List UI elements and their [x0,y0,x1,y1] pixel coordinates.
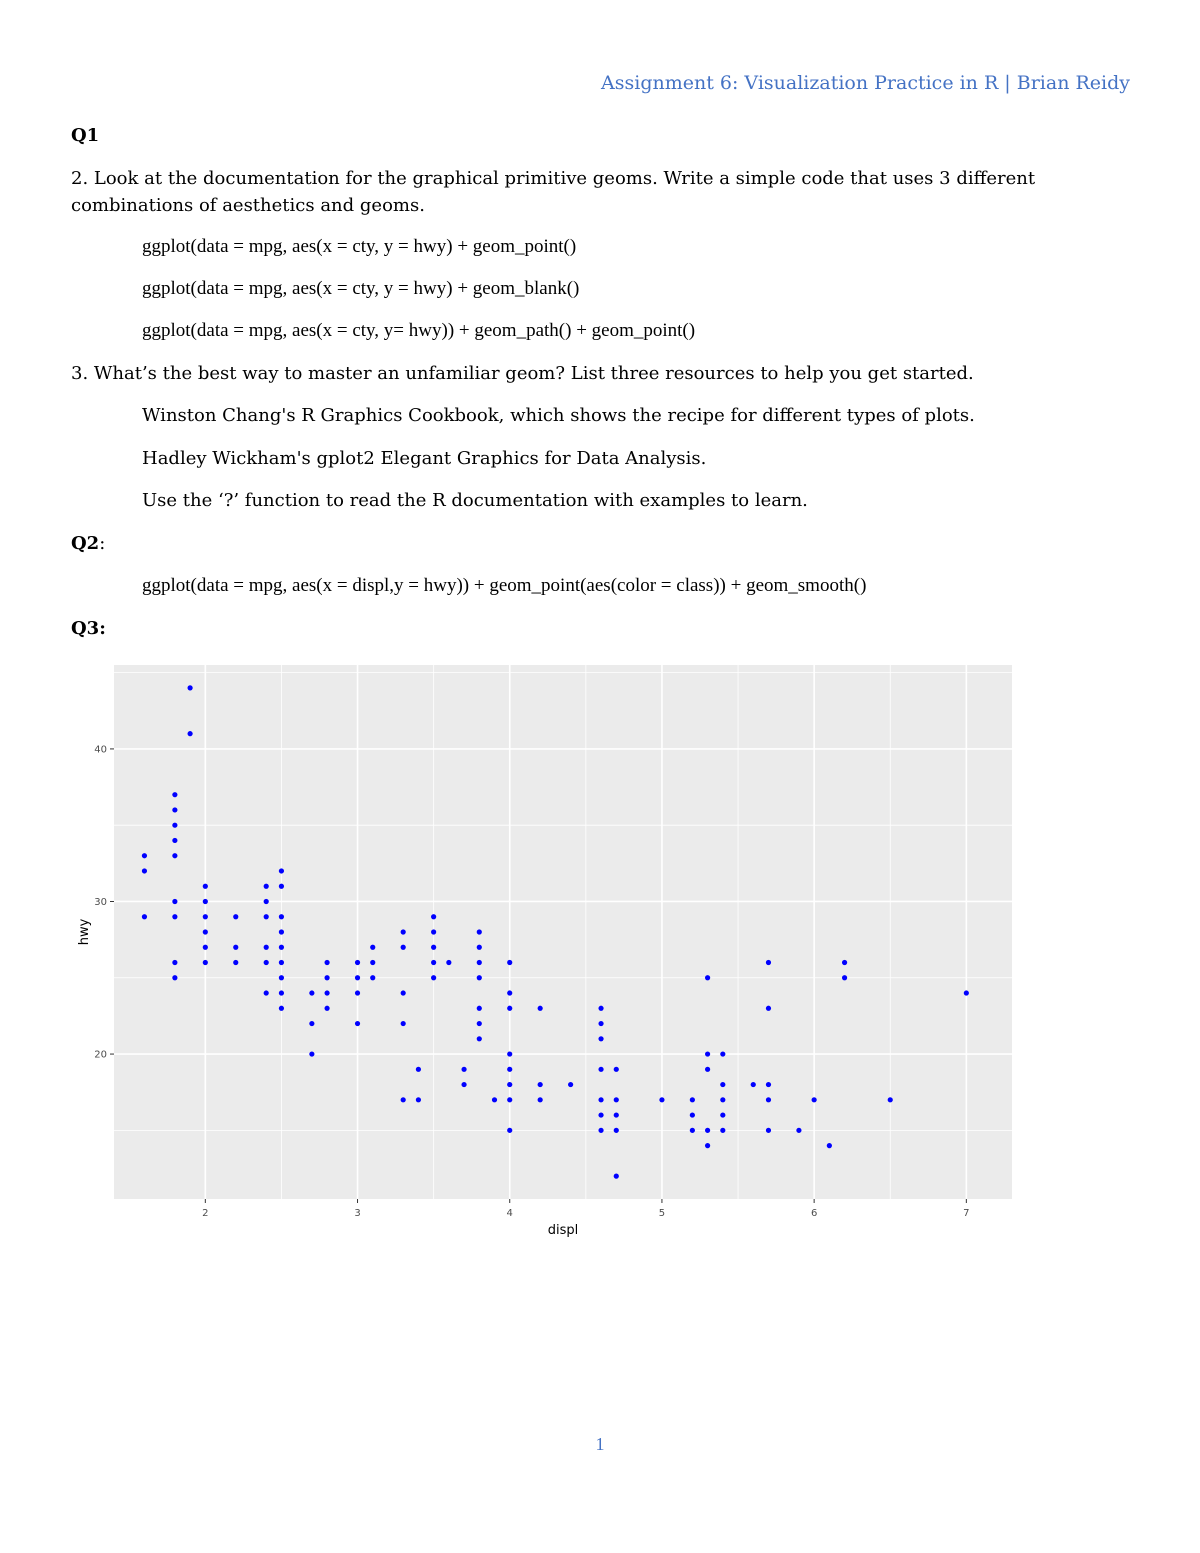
data-point [203,960,208,965]
data-point [720,1082,725,1087]
x-tick-label: 6 [810,1208,818,1219]
data-point [614,1128,619,1133]
data-point [279,975,284,980]
code-line-2: ggplot(data = mpg, aes(x = cty, y = hwy) + geom_blank() [142,278,580,299]
data-point [507,1067,512,1072]
data-point [309,990,314,995]
plot-panel [114,665,1012,1199]
data-point [203,929,208,934]
data-point [431,945,436,950]
data-point [279,1006,284,1011]
data-point [477,1036,482,1041]
q3-heading: Q3: [71,618,106,639]
data-point [507,1082,512,1087]
q2-code: ggplot(data = mpg, aes(x = displ,y = hwy)) + geom_point(aes(color = class)) + geom_smooth() [142,575,867,596]
q1-question-2: 2. Look at the documentation for the graphical primitive geoms. Write a simple code that uses 3 different combinations of aesthetics and geoms. [71,168,1036,216]
data-point [705,1128,710,1133]
data-point [538,1097,543,1102]
data-point [203,945,208,950]
data-point [142,914,147,919]
data-point [370,960,375,965]
y-axis-title: hwy [77,918,92,946]
data-point [446,960,451,965]
data-point [172,975,177,980]
data-point [842,975,847,980]
data-point [477,1006,482,1011]
data-point [401,1097,406,1102]
data-point [461,1082,466,1087]
data-point [598,1036,603,1041]
data-point [172,914,177,919]
x-tick-label: 4 [506,1208,513,1219]
data-point [264,884,269,889]
data-point [355,1021,360,1026]
data-point [309,1021,314,1026]
data-point [172,823,177,828]
data-point [690,1128,695,1133]
data-point [766,1006,771,1011]
data-point [324,990,329,995]
data-point [461,1067,466,1072]
data-point [614,1112,619,1117]
q1-heading: Q1 [71,125,100,146]
data-point [964,990,969,995]
q1-question-3: 3. What’s the best way to master an unfamiliar geom? List three resources to help you get started. [71,363,974,384]
data-point [355,990,360,995]
data-point [766,960,771,965]
data-point [507,1006,512,1011]
x-tick-label: 5 [658,1208,666,1219]
x-axis-title: displ [547,1223,579,1238]
data-point [614,1097,619,1102]
data-point [720,1051,725,1056]
data-point [172,838,177,843]
data-point [416,1067,421,1072]
data-point [416,1097,421,1102]
data-point [203,914,208,919]
data-point [766,1082,771,1087]
resource-item-1: Winston Chang's R Graphics Cookbook, which shows the recipe for different types of plots. [142,405,975,426]
data-point [279,929,284,934]
data-point [720,1128,725,1133]
data-point [659,1097,664,1102]
data-point [796,1128,801,1133]
q2-label: Q2 [71,533,100,554]
data-point [614,1174,619,1179]
data-point [279,914,284,919]
data-point [842,960,847,965]
resource-item-3: Use the ‘?’ function to read the R documentation with examples to learn. [142,490,808,511]
data-point [477,960,482,965]
data-point [279,868,284,873]
code-line-3: ggplot(data = mpg, aes(x = cty, y= hwy)) + geom_path() + geom_point() [142,320,696,341]
data-point [324,975,329,980]
data-point [507,1128,512,1133]
q2-suffix: : [99,533,106,554]
data-point [279,990,284,995]
data-point [705,1051,710,1056]
data-point [431,929,436,934]
data-point [355,960,360,965]
data-point [705,1067,710,1072]
data-point [538,1082,543,1087]
data-point [766,1128,771,1133]
data-point [401,990,406,995]
data-point [203,884,208,889]
data-point [477,975,482,980]
data-point [188,685,193,690]
data-point [431,960,436,965]
data-point [264,945,269,950]
data-point [827,1143,832,1148]
data-point [538,1006,543,1011]
q2-heading [71,533,105,554]
data-point [172,960,177,965]
data-point [324,960,329,965]
data-point [142,868,147,873]
data-point [142,853,147,858]
data-point [705,1143,710,1148]
data-point [264,990,269,995]
data-point [598,1112,603,1117]
y-tick-label: 40 [94,744,107,756]
data-point [264,899,269,904]
data-point [172,792,177,797]
data-point [598,1067,603,1072]
data-point [401,1021,406,1026]
data-point [492,1097,497,1102]
data-point [690,1112,695,1117]
data-point [401,945,406,950]
data-point [172,807,177,812]
data-point [720,1112,725,1117]
data-point [477,945,482,950]
data-point [324,1006,329,1011]
data-point [431,975,436,980]
data-point [598,1097,603,1102]
data-point [507,990,512,995]
x-tick-label: 2 [202,1208,209,1219]
data-point [203,899,208,904]
code-line-1: ggplot(data = mpg, aes(x = cty, y = hwy) + geom_point() [142,236,577,257]
data-point [507,960,512,965]
data-point [233,914,238,919]
x-tick-label: 7 [963,1208,970,1219]
scatter-plot [70,655,1030,1245]
data-point [279,960,284,965]
y-tick-label: 20 [94,1049,107,1061]
data-point [279,884,284,889]
data-point [172,899,177,904]
y-tick-label: 30 [94,896,107,908]
resource-item-2: Hadley Wickham's gplot2 Elegant Graphics for Data Analysis. [142,448,707,469]
x-tick-label: 3 [354,1208,361,1219]
data-point [370,945,375,950]
data-point [233,960,238,965]
data-point [598,1128,603,1133]
data-point [477,929,482,934]
data-point [812,1097,817,1102]
data-point [279,945,284,950]
data-point [370,975,375,980]
page-header: Assignment 6: Visualization Practice in R | Brian Reidy [601,72,1130,94]
data-point [598,1021,603,1026]
data-point [751,1082,756,1087]
page-number: 1 [595,1434,605,1454]
data-point [705,975,710,980]
data-point [264,960,269,965]
data-point [431,914,436,919]
data-point [766,1097,771,1102]
data-point [355,975,360,980]
data-point [507,1097,512,1102]
data-point [401,929,406,934]
data-point [264,914,269,919]
panel-background [114,665,1012,1199]
data-point [188,731,193,736]
data-point [477,1021,482,1026]
data-point [614,1067,619,1072]
data-point [888,1097,893,1102]
data-point [309,1051,314,1056]
data-point [720,1097,725,1102]
data-point [172,853,177,858]
data-point [598,1006,603,1011]
data-point [507,1051,512,1056]
data-point [568,1082,573,1087]
data-point [233,945,238,950]
data-point [690,1097,695,1102]
